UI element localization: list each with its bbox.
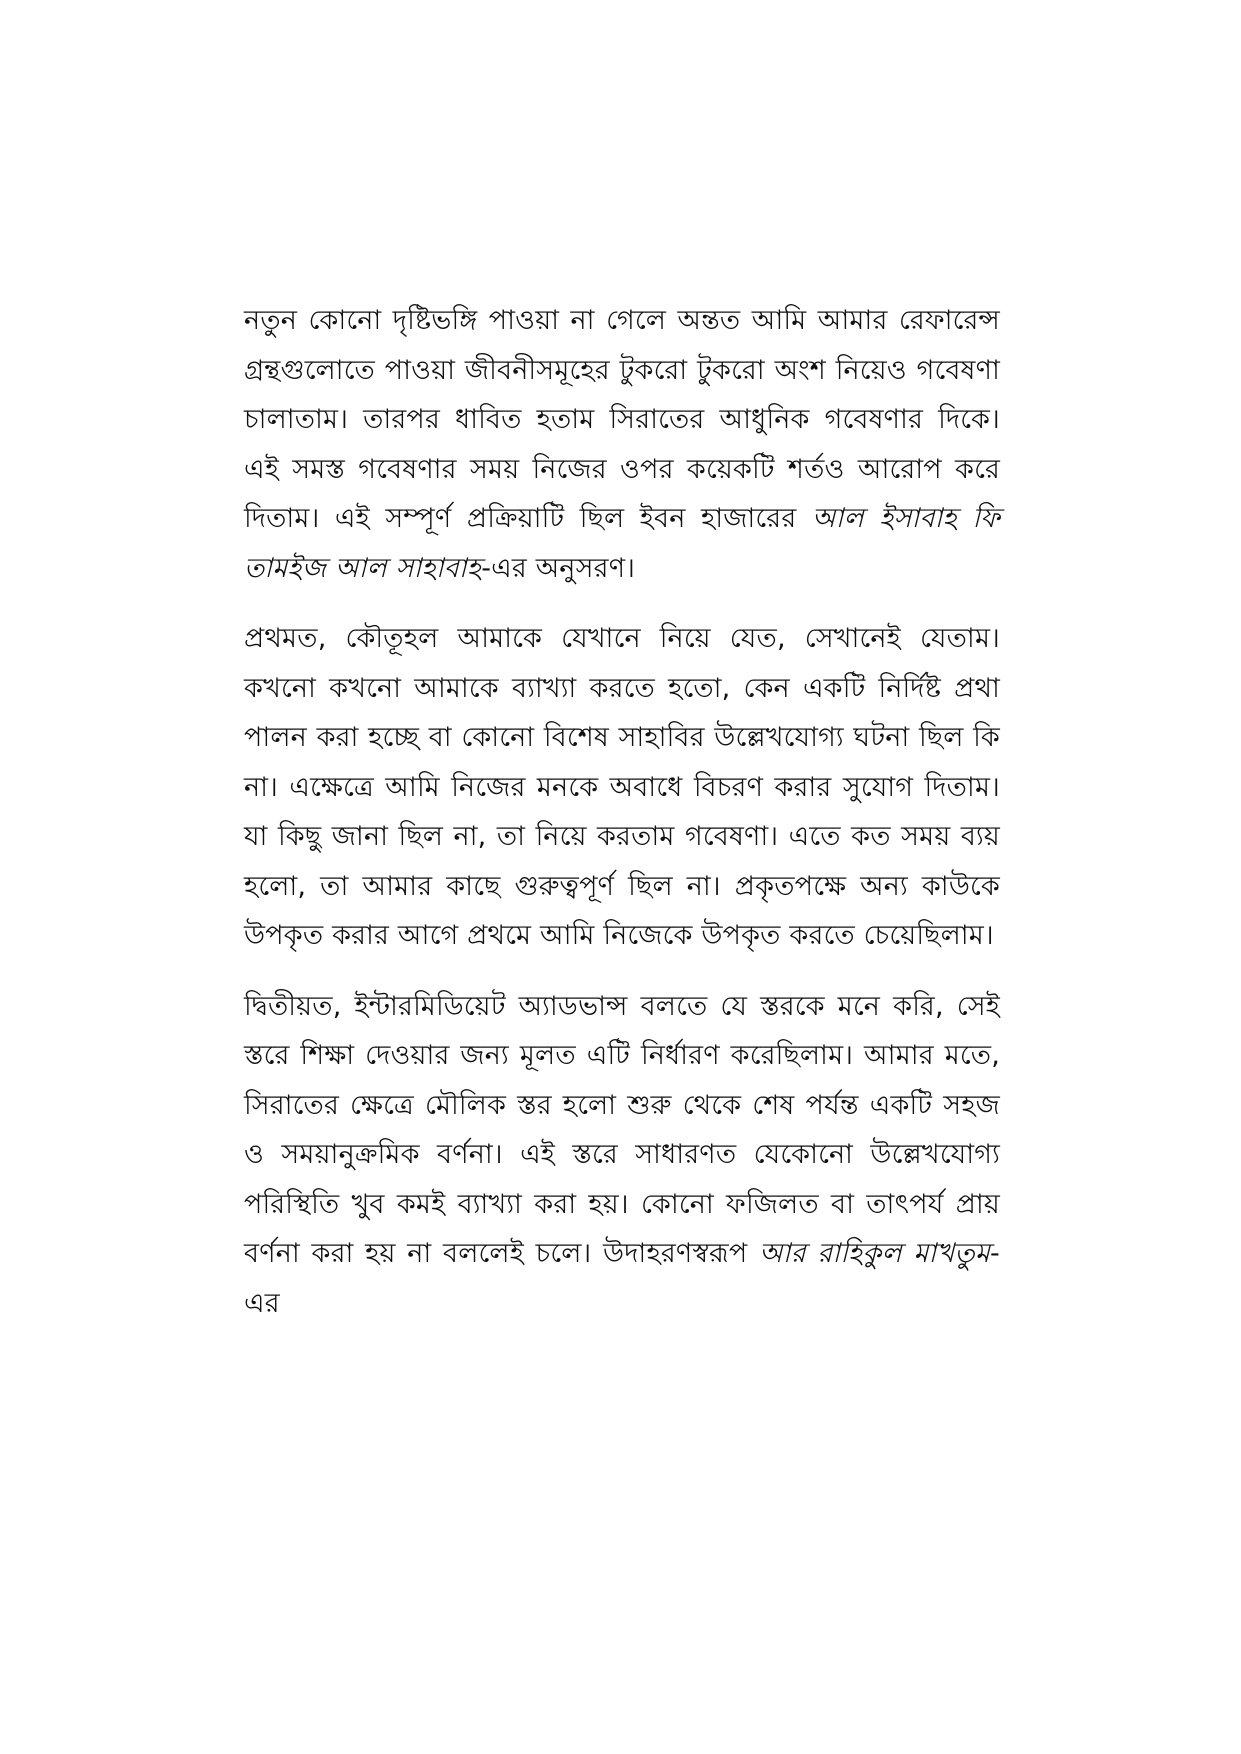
paragraph-1-text: নতুন কোনো দৃষ্টিভঙ্গি পাওয়া না গেলে অন্তত আমি আমার রেফারেন্স গ্রন্থগুলোতে পাওয়া জীবনীসমূহের টুকরো টুকরো অংশ নিয়েও গবেষণা চালাতাম। তারপর ধাবিত হতাম সিরাতের আধুনিক গবেষণার দিকে। এই সমস্ত গবেষণার সময় নিজের ওপর কয়েকটি শর্তও আরোপ করে দিতাম। এই সম্পূর্ণ প্রক্রিয়াটি ছিল ইবন হাজারের — [244, 305, 1000, 534]
paragraph-1-tail: -এর অনুসরণ। — [481, 552, 636, 584]
body-text — [244, 296, 1000, 1349]
paragraph-1 — [244, 296, 1000, 593]
paragraph-2 — [244, 614, 1000, 961]
paragraph-2-text: প্রথমত, কৌতূহল আমাকে যেখানে নিয়ে যেত, সেখানেই যেতাম। কখনো কখনো আমাকে ব্যাখ্যা করতে হতো, কেন একটি নির্দিষ্ট প্রথা পালন করা হচ্ছে বা কোনো বিশেষ সাহাবির উল্লেখযোগ্য ঘটনা ছিল কি না। এক্ষেত্রে আমি নিজের মনকে অবাধে বিচরণ করার সুযোগ দিতাম। যা কিছু জানা ছিল না, তা নিয়ে করতাম গবেষণা। এতে কত সময় ব্যয় হলো, তা আমার কাছে গুরুত্বপূর্ণ ছিল না। প্রকৃতপক্ষে অন্য কাউকে উপকৃত করার আগে প্রথমে আমি নিজেকে উপকৃত করতে চেয়েছিলাম। — [244, 623, 1000, 951]
paragraph-3-tail: -এর — [244, 1238, 1000, 1319]
paragraph-3-text: দ্বিতীয়ত, ইন্টারমিডিয়েট অ্যাডভান্স বলতে যে স্তরকে মনে করি, সেই স্তরে শিক্ষা দেওয়ার জন্য মূলত এটি নির্ধারণ করেছিলাম। আমার মতে, সিরাতের ক্ষেত্রে মৌলিক স্তর হলো শুরু থেকে শেষ পর্যন্ত একটি সহজ ও সময়ানুক্রমিক বর্ণনা। এই স্তরে সাধারণত যেকোনো উল্লেখযোগ্য পরিস্থিতি খুব কমই ব্যাখ্যা করা হয়। কোনো ফজিলত বা তাৎপর্য প্রায় বর্ণনা করা হয় না বললেই চলে। উদাহরণস্বরূপ — [244, 990, 1000, 1269]
book-title-al-isabah: আল ইসাবাহ ফি তামইজ আল সাহাবাহ — [244, 503, 1000, 584]
book-title-ar-rahiqul-makhtum: আর রাহিকুল মাখতুম — [759, 1238, 991, 1269]
paragraph-3 — [244, 982, 1000, 1329]
